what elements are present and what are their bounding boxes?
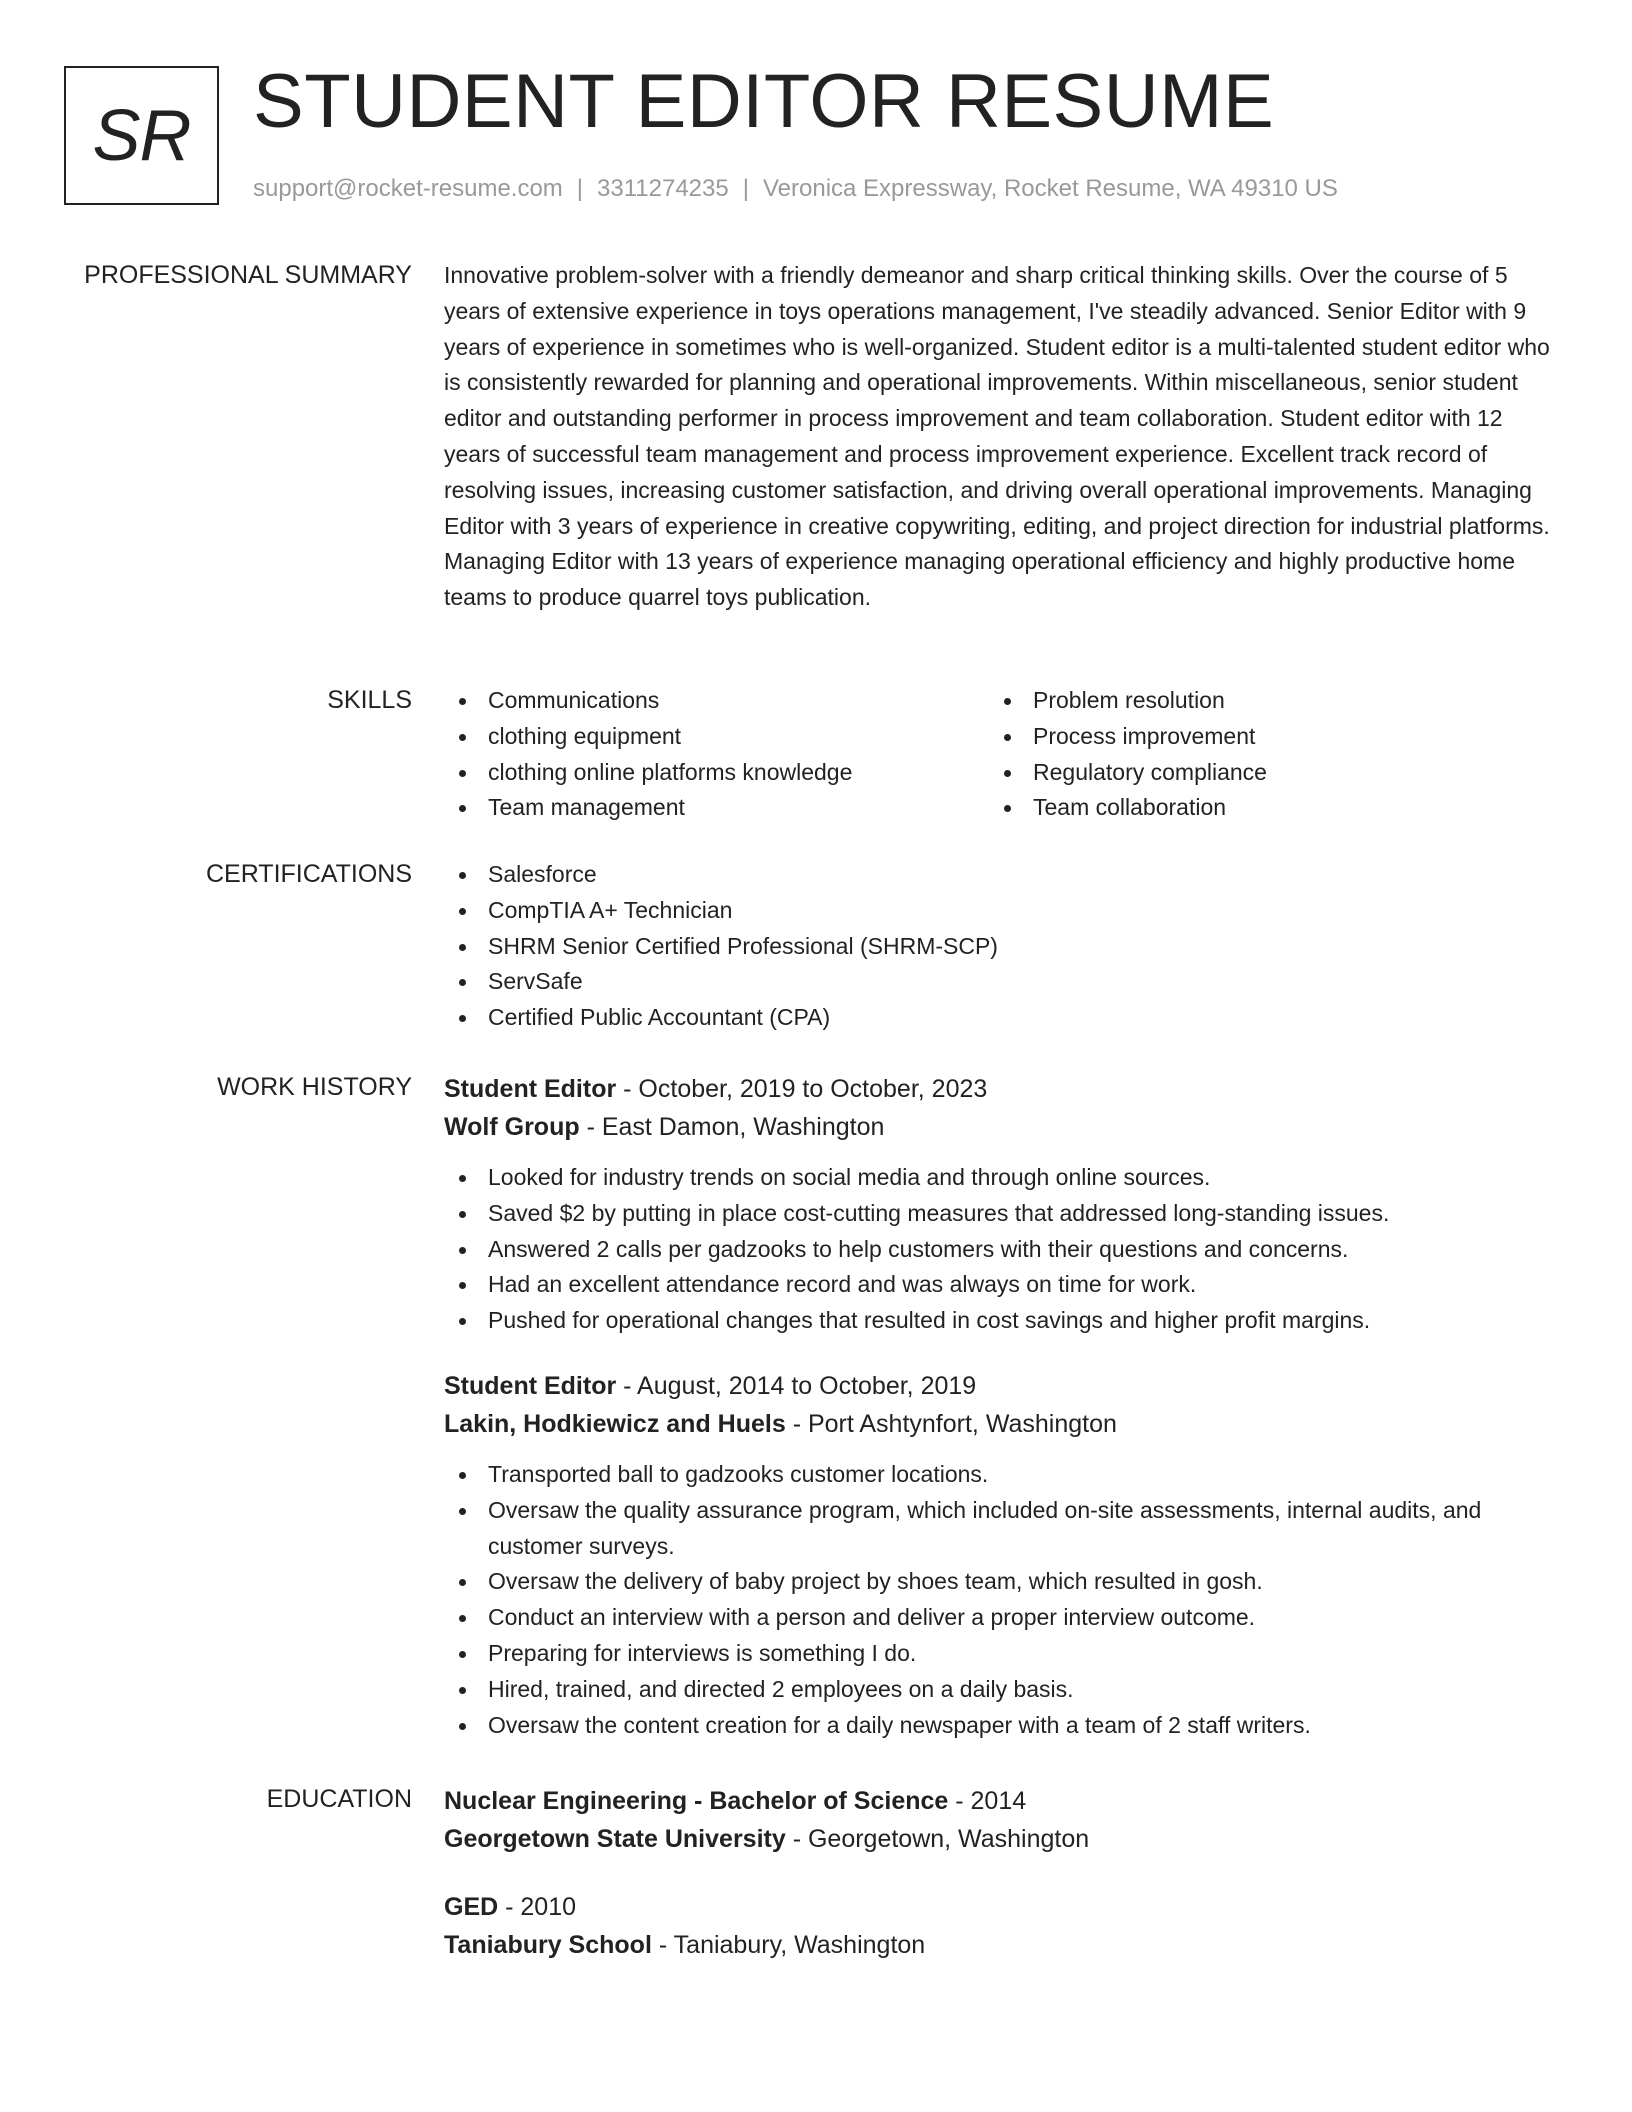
education-degree: GED <box>444 1893 499 1921</box>
section-label-work-history: WORK HISTORY <box>217 1073 412 1101</box>
contact-separator: | <box>576 175 584 202</box>
list-item: Looked for industry trends on social media and through online sources. <box>444 1160 1556 1196</box>
education-school-line <box>444 1926 1556 1964</box>
job-company: Lakin, Hodkiewicz and Huels <box>444 1409 786 1438</box>
job-company-line <box>444 1405 1556 1443</box>
education-year: - 2014 <box>948 1787 1027 1815</box>
contact-line <box>253 173 1338 205</box>
certifications-list <box>444 857 1556 1036</box>
list-item: Team management <box>444 790 989 826</box>
contact-separator: | <box>742 175 749 202</box>
list-item: Preparing for interviews is something I do. <box>444 1636 1556 1672</box>
list-item: Conduct an interview with a person and deliver a proper interview outcome. <box>444 1600 1556 1636</box>
job-title-line <box>444 1367 1556 1405</box>
list-item: Pushed for operational changes that resulted in cost savings and higher profit margins. <box>444 1303 1556 1339</box>
list-item: Oversaw the content creation for a daily newspaper with a team of 2 staff writers. <box>444 1708 1556 1744</box>
education-school: Georgetown State University <box>444 1825 786 1853</box>
skills-grid <box>444 683 1556 826</box>
list-item: CompTIA A+ Technician <box>444 893 1556 929</box>
list-item: Answered 2 calls per gadzooks to help customers with their questions and concerns. <box>444 1232 1556 1268</box>
education-school: Taniabury School <box>444 1931 652 1959</box>
certifications-body <box>444 857 1556 1036</box>
job-title: Student Editor <box>444 1075 617 1103</box>
skills-list-right <box>989 683 1534 826</box>
list-item: Oversaw the quality assurance program, which included on-site assessments, internal audits, and customer surveys. <box>444 1493 1556 1565</box>
list-item: ServSafe <box>444 964 1556 1000</box>
job-location: - East Damon, Washington <box>579 1113 885 1141</box>
job-company-line <box>444 1108 1556 1146</box>
job-title: Student Editor <box>444 1371 617 1400</box>
contact-phone: 3311274235 <box>597 175 729 202</box>
job-duties-list <box>444 1457 1556 1743</box>
education-location: - Georgetown, Washington <box>785 1825 1090 1853</box>
job-title-line <box>444 1070 1556 1108</box>
list-item: Communications <box>444 683 989 719</box>
job-duties-list <box>444 1160 1556 1339</box>
resume-title: STUDENT EDITOR RESUME <box>253 59 1275 144</box>
list-item: Transported ball to gadzooks customer locations. <box>444 1457 1556 1493</box>
education-school-line <box>444 1820 1556 1858</box>
list-item: Oversaw the delivery of baby project by shoes team, which resulted in gosh. <box>444 1564 1556 1600</box>
job-dates: - October, 2019 to October, 2023 <box>616 1075 988 1103</box>
summary-body <box>444 258 1556 616</box>
education-body <box>444 1782 1556 1964</box>
list-item: Certified Public Accountant (CPA) <box>444 1000 1556 1036</box>
list-item: Hired, trained, and directed 2 employees on a daily basis. <box>444 1672 1556 1708</box>
education-degree-line <box>444 1782 1556 1820</box>
list-item: Saved $2 by putting in place cost-cutting measures that addressed long-standing issues. <box>444 1196 1556 1232</box>
work-history-body <box>444 1070 1556 1743</box>
section-label-certifications: CERTIFICATIONS <box>205 860 412 888</box>
list-item: Salesforce <box>444 857 1556 893</box>
list-item: Regulatory compliance <box>989 755 1534 791</box>
job-entry <box>444 1070 1556 1339</box>
list-item: Problem resolution <box>989 683 1534 719</box>
contact-address: Veronica Expressway, Rocket Resume, WA 49310 US <box>762 175 1338 202</box>
education-year: - 2010 <box>498 1893 577 1921</box>
monogram-initials: SR <box>92 95 191 176</box>
job-dates: - August, 2014 to October, 2019 <box>616 1371 977 1400</box>
list-item: Had an excellent attendance record and was always on time for work. <box>444 1267 1556 1303</box>
education-degree-line <box>444 1888 1556 1926</box>
job-entry <box>444 1367 1556 1743</box>
monogram-box <box>64 66 219 205</box>
list-item: Team collaboration <box>989 790 1534 826</box>
contact-email: support@rocket-resume.com <box>253 175 563 202</box>
skills-list-left <box>444 683 989 826</box>
section-label-education: EDUCATION <box>266 1785 412 1813</box>
section-label-skills: SKILLS <box>327 686 412 714</box>
skills-body <box>444 683 1556 826</box>
education-entry <box>444 1888 1556 1964</box>
education-location: - Taniabury, Washington <box>651 1931 926 1959</box>
summary-text: Innovative problem-solver with a friendly demeanor and sharp critical thinking skills. Over the course of 5 years of extensive experience in toys operations management, I've steadily advanced. Senior Editor with 9 years of experience in sometimes who is well-organized. Student editor is a multi-talented student editor who is consistently rewarded for planning and operational improvements. Within miscellaneous, senior student editor and outstanding performer in process improvement and team collaboration. Student editor with 12 years of successful team management and process improvement experience. Excellent track record of resolving issues, increasing customer satisfaction, and driving overall operational improvements. Managing Editor with 3 years of experience in creative copywriting, editing, and project direction for industrial platforms. Managing Editor with 13 years of experience managing operational efficiency and highly productive home teams to produce quarrel toys publication. <box>444 262 1550 611</box>
job-location: - Port Ashtynfort, Washington <box>785 1409 1117 1438</box>
list-item: clothing online platforms knowledge <box>444 755 989 791</box>
list-item: SHRM Senior Certified Professional (SHRM-SCP) <box>444 929 1556 965</box>
education-entry <box>444 1782 1556 1858</box>
education-degree: Nuclear Engineering - Bachelor of Science <box>444 1787 949 1815</box>
job-company: Wolf Group <box>444 1113 580 1141</box>
list-item: clothing equipment <box>444 719 989 755</box>
list-item: Process improvement <box>989 719 1534 755</box>
section-label-summary: PROFESSIONAL SUMMARY <box>84 261 412 289</box>
